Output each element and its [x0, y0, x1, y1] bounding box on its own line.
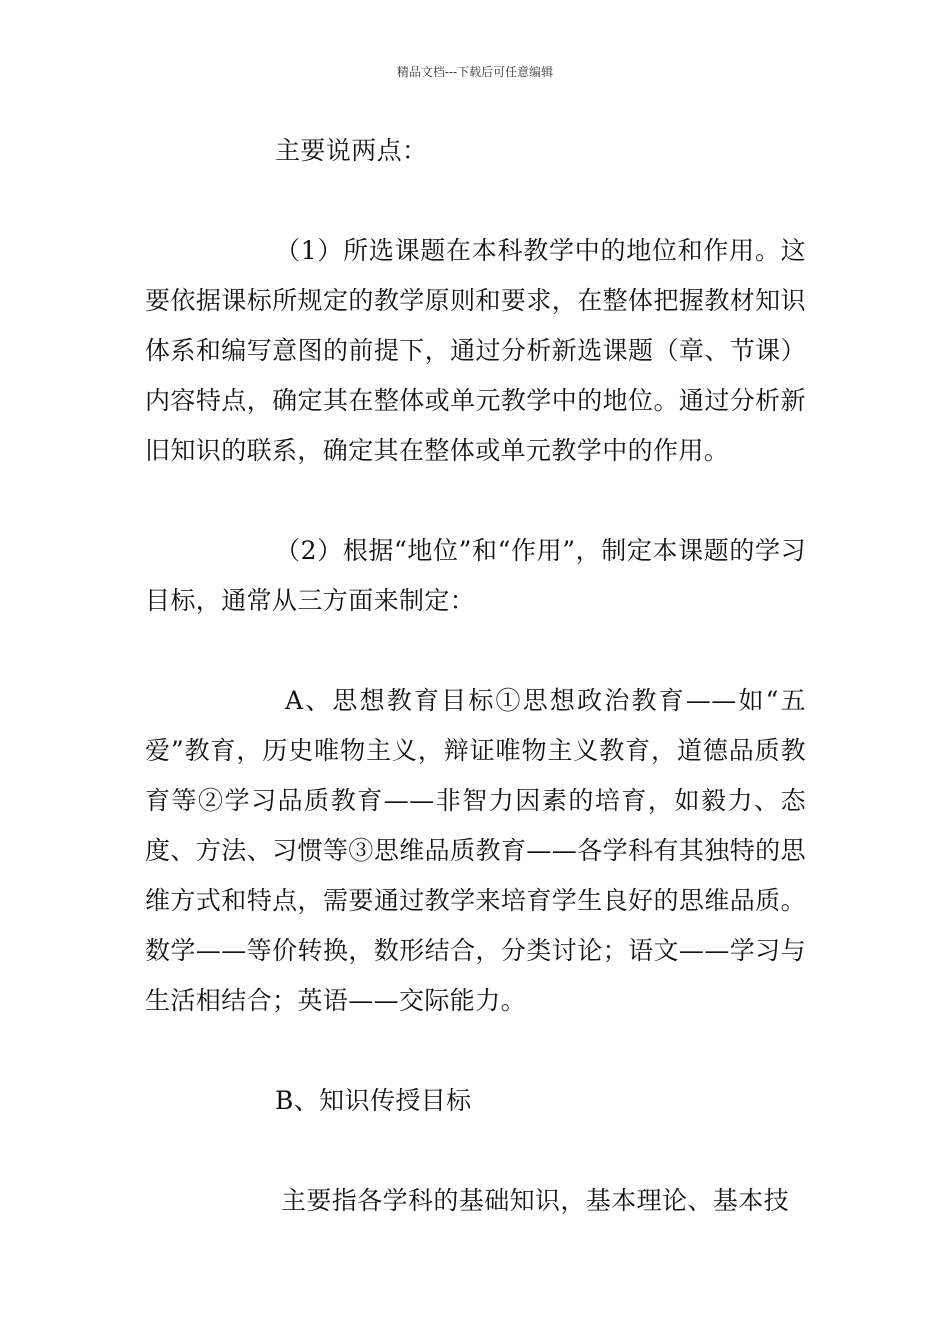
paragraph-goal-b-heading: B、知识传授目标 — [275, 1086, 472, 1115]
paragraph-goal-b-body: 主要指各学科的基础知识，基本理论、基本技 — [281, 1186, 790, 1215]
paragraph-point-1: （1）所选课题在本科教学中的地位和作用。这要依据课标所规定的教学原则和要求，在整体把握教材知识体系和编写意图的前提下，通过分析新选课题（章、节课）内容特点，确定其在整体或单元教学中的地位。通过分析新旧知识的联系，确定其在整体或单元教学中的作用。 — [145, 236, 806, 465]
paragraph-intro: 主要说两点： — [275, 136, 428, 165]
paragraph-goal-a: A、思想教育目标①思想政治教育——如“五爱”教育，历史唯物主义，辩证唯物主义教育，道德品质教育等②学习品质教育——非智力因素的培育，如毅力、态度、方法、习惯等③思维品质教育——各学科有其独特的思维方式和特点，需要通过教学来培育学生良好的思维品质。数学——等价转换，数形结合，分类讨论；语文——学习与生活相结合；英语——交际能力。 — [145, 686, 806, 1015]
paragraph-point-2: （2）根据“地位”和“作用”，制定本课题的学习目标，通常从三方面来制定： — [145, 536, 806, 615]
page-header-watermark: 精品文档---下载后可任意编辑 — [396, 65, 554, 79]
document-body — [145, 126, 806, 1226]
